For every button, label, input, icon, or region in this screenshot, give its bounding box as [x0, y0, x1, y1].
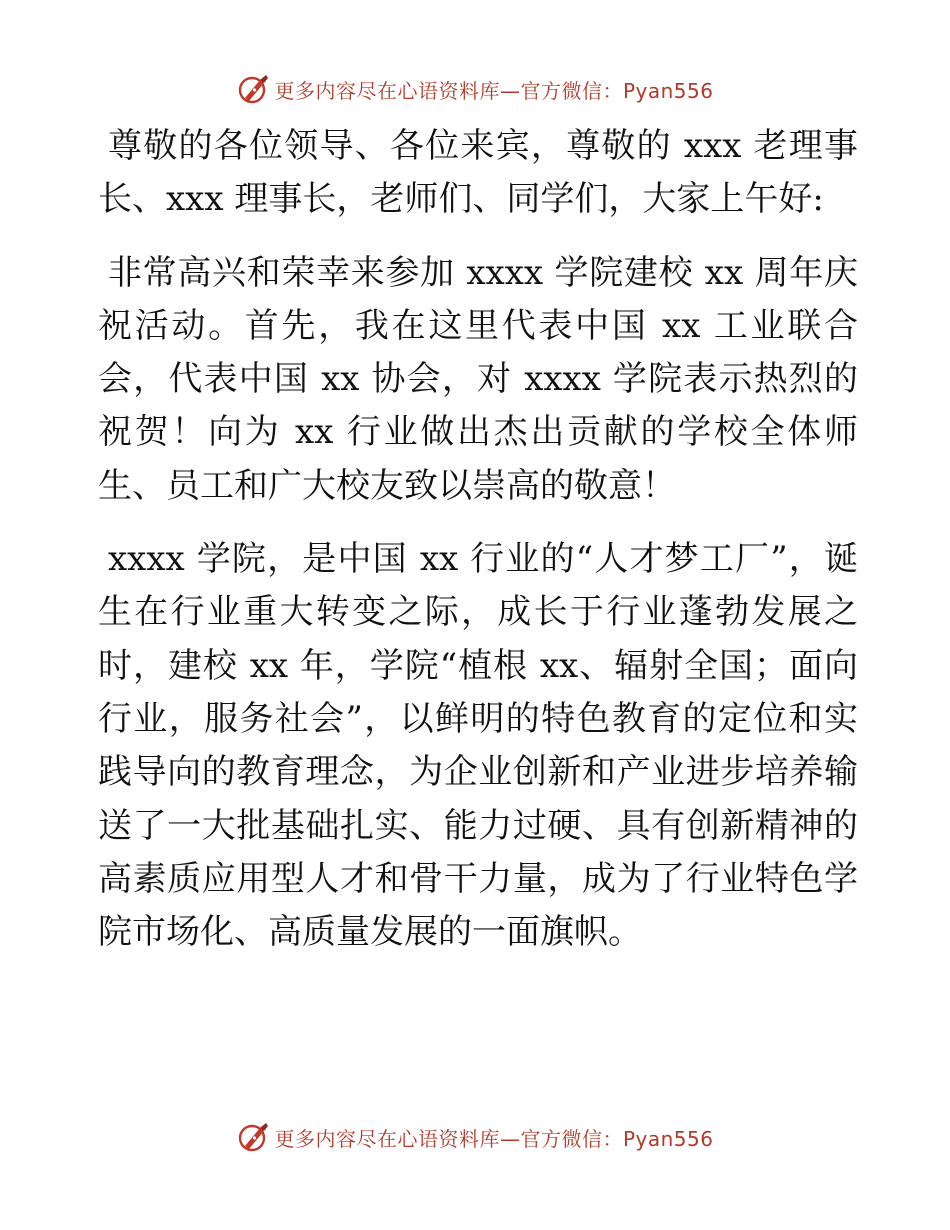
paragraph: xxxx 学院，是中国 xx 行业的“人才梦工厂”，诞生在行业重大转变之际，成长于行业蓬勃发展之时，建校 xx 年，学院“植根 xx、辐射全国；面向行业，服务社会”，以鲜明的特色教育的定位和实践导向的教育理念，为企业创新和产业进步培养输送了一大批基础扎实、能力过硬、具有创新精神的高素质应用型人才和骨干力量，成为了行业特色学院市场化、高质量发展的一面旗帜。: [98, 539, 858, 953]
paragraph: 尊敬的各位领导、各位来宾，尊敬的 xxx 老理事长、xxx 理事长，老师们、同学们，大家上午好:: [98, 126, 858, 220]
speech-body: [98, 120, 858, 979]
paragraph: 非常高兴和荣幸来参加 xxxx 学院建校 xx 周年庆祝活动。首先，我在这里代表中国 xx 工业联合会，代表中国 xx 协会，对 xxxx 学院表示热烈的祝贺！向为 xx 行业做出杰出贡献的学校全体师生、员工和广大校友致以崇高的敬意！: [98, 252, 858, 506]
footer-banner-text: 更多内容尽在心语资料库—官方微信：Pyan556: [274, 1126, 714, 1151]
fountain-pen-icon: [236, 1120, 270, 1154]
footer-banner: [0, 1120, 950, 1154]
fountain-pen-icon: [236, 72, 270, 106]
header-banner-text: 更多内容尽在心语资料库—官方微信：Pyan556: [274, 78, 714, 103]
header-banner: [0, 72, 950, 106]
